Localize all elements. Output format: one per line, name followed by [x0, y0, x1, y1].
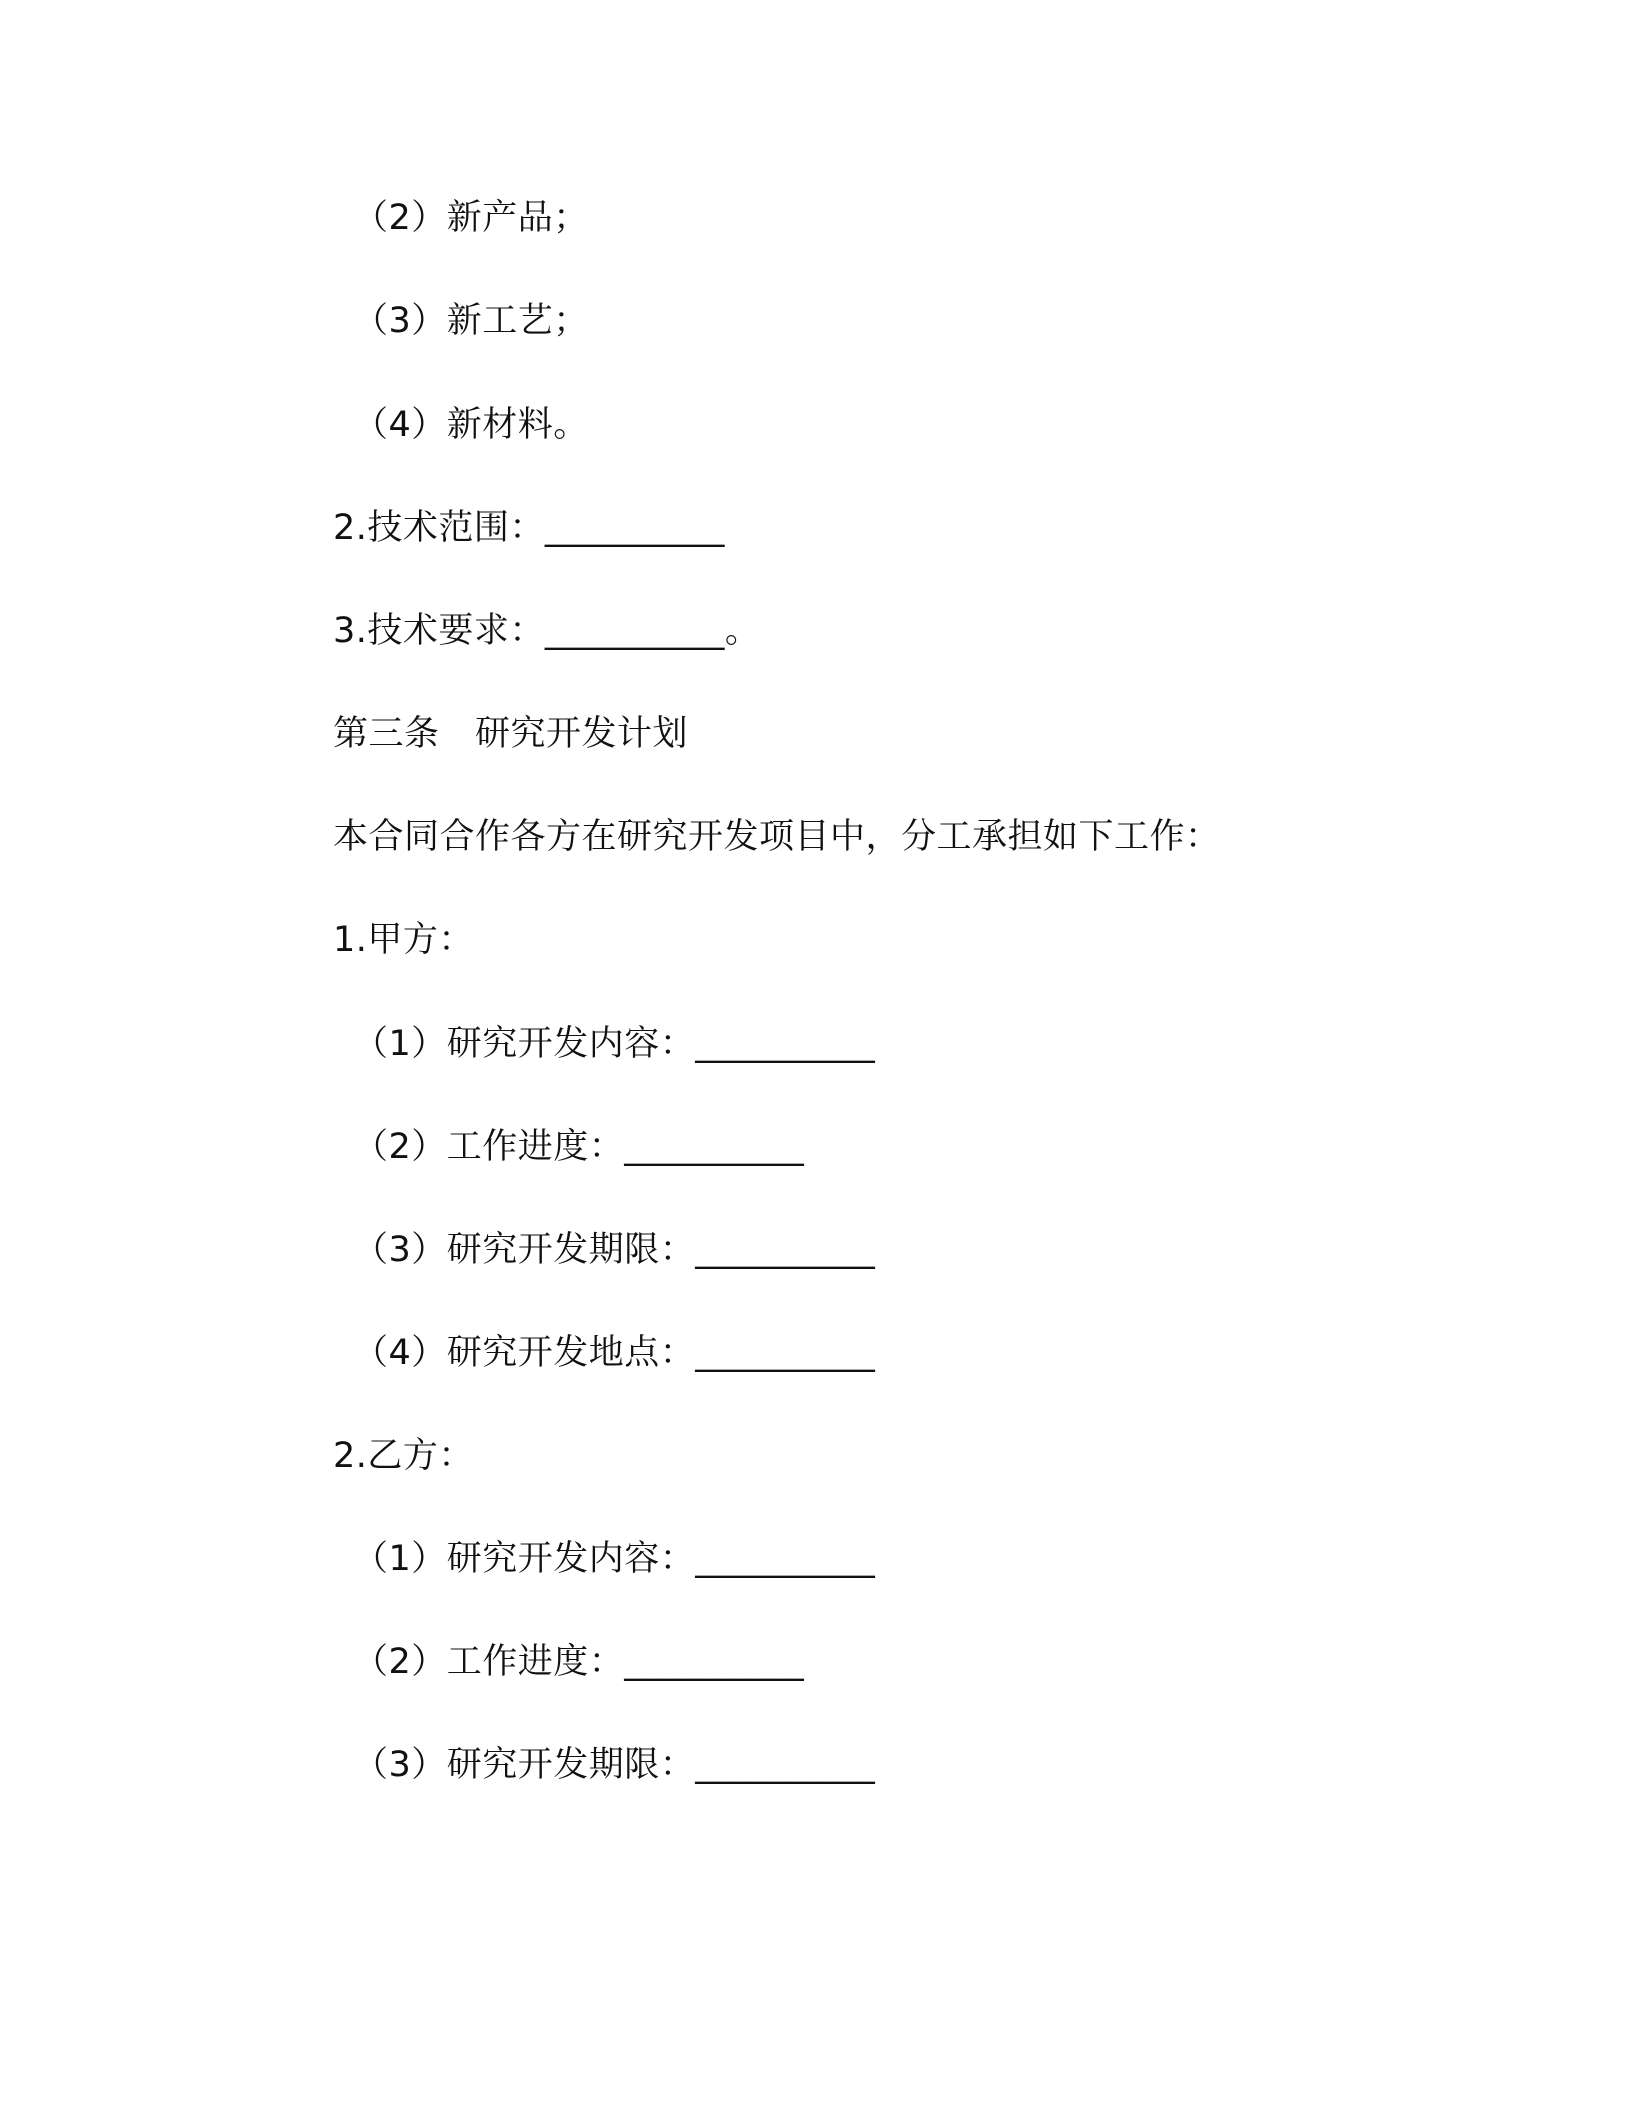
list-item-new-process: （3）新工艺；	[353, 301, 589, 341]
party-b-progress-field: （2）工作进度：__________	[353, 1642, 805, 1682]
division-of-work-paragraph: 本合同合作各方在研究开发项目中，分工承担如下工作：	[333, 817, 1221, 857]
party-a-progress-field: （2）工作进度：__________	[353, 1127, 805, 1167]
party-a-location-field: （4）研究开发地点：__________	[353, 1333, 876, 1373]
party-a-heading: 1.甲方：	[333, 920, 474, 960]
party-b-period-field: （3）研究开发期限：__________	[353, 1745, 876, 1785]
list-item-new-product: （2）新产品；	[353, 198, 589, 238]
party-b-heading: 2.乙方：	[333, 1436, 474, 1476]
technical-requirements-field: 3.技术要求：__________。	[333, 611, 761, 651]
party-a-period-field: （3）研究开发期限：__________	[353, 1230, 876, 1270]
technical-scope-field: 2.技术范围：__________	[333, 508, 725, 548]
list-item-new-material: （4）新材料。	[353, 405, 589, 445]
article-three-heading: 第三条 研究开发计划	[333, 714, 689, 754]
party-b-content-field: （1）研究开发内容：__________	[353, 1539, 876, 1579]
party-a-content-field: （1）研究开发内容：__________	[353, 1024, 876, 1064]
